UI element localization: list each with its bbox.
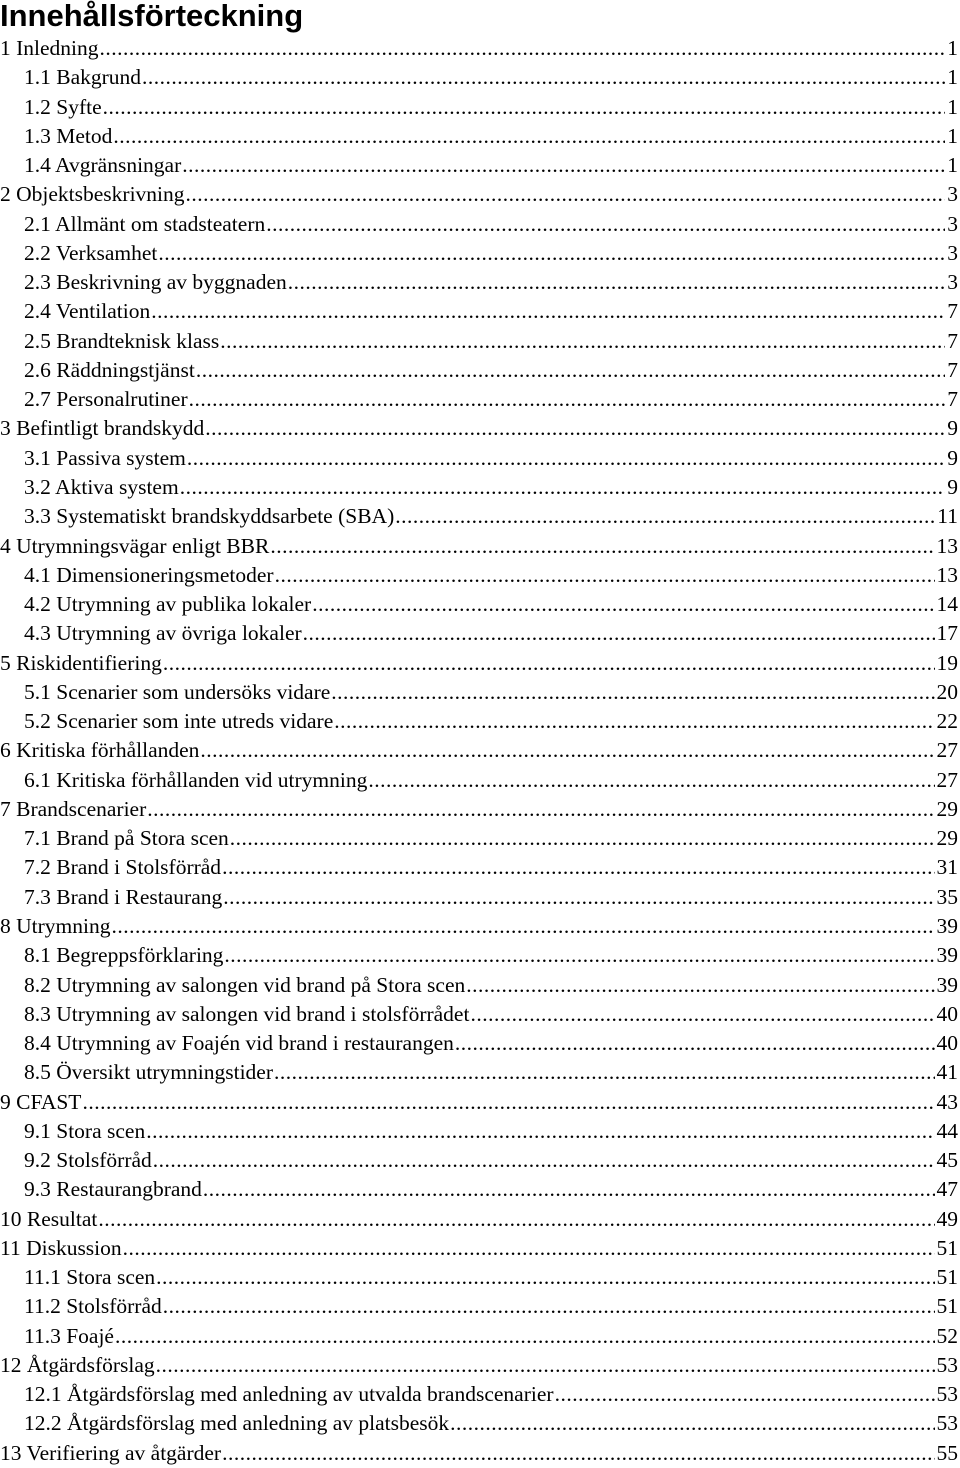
toc-entry-label[interactable]: 7 Brandscenarier (0, 796, 147, 821)
toc-entry[interactable] (0, 1117, 960, 1146)
toc-entry-label[interactable]: 12 Åtgärdsförslag (0, 1352, 155, 1377)
toc-entry-label[interactable]: 4 Utrymningsvägar enligt BBR (0, 533, 270, 558)
toc-entry[interactable] (0, 180, 960, 209)
toc-dot-leader (100, 34, 946, 63)
toc-entry-page-number[interactable]: 3 (947, 211, 958, 236)
toc-dot-leader (180, 473, 946, 502)
toc-dot-leader (230, 824, 935, 853)
toc-dot-leader (368, 766, 934, 795)
toc-entry[interactable] (0, 736, 960, 765)
toc-dot-leader (270, 532, 934, 561)
toc-entry[interactable] (0, 268, 960, 297)
toc-entry[interactable] (0, 971, 960, 1000)
toc-entry[interactable] (0, 1205, 960, 1234)
toc-entry[interactable] (0, 1029, 960, 1058)
toc-entry-page-number[interactable]: 35 (936, 884, 958, 909)
toc-entry-page-number[interactable]: 55 (936, 1440, 958, 1465)
toc-dot-leader (158, 239, 945, 268)
toc-dot-leader (156, 1263, 934, 1292)
toc-entry[interactable] (0, 444, 960, 473)
toc-entry-page-number[interactable]: 27 (936, 738, 958, 763)
toc-dot-leader (455, 1029, 935, 1058)
toc-dot-leader (186, 180, 946, 209)
toc-entry[interactable] (0, 502, 960, 531)
toc-entry-page-number[interactable]: 1 (947, 36, 958, 60)
toc-entry-label[interactable]: 9.3 Restaurangbrand (24, 1177, 202, 1202)
toc-entry[interactable] (0, 649, 960, 678)
toc-entry[interactable] (0, 707, 960, 736)
toc-entry[interactable] (0, 1439, 960, 1468)
toc-dot-leader (163, 649, 935, 678)
toc-entry[interactable] (0, 824, 960, 853)
toc-entry-page-number[interactable]: 17 (936, 621, 958, 646)
toc-entry[interactable] (0, 1175, 960, 1204)
toc-entry-page-number[interactable]: 31 (936, 855, 958, 880)
toc-dot-leader (146, 1117, 934, 1146)
toc-entry-page-number[interactable]: 53 (936, 1411, 958, 1436)
toc-entry-page-number[interactable]: 44 (936, 1118, 958, 1143)
toc-dot-leader (266, 210, 945, 239)
toc-entry-page-number[interactable]: 1 (947, 94, 958, 119)
toc-entry-label[interactable]: 9 CFAST (0, 1089, 82, 1114)
toc-dot-leader (163, 1292, 935, 1321)
toc-dot-leader (303, 619, 935, 648)
toc-entry-label[interactable]: 11.3 Foajé (24, 1323, 114, 1348)
toc-entry-page-number[interactable]: 29 (936, 826, 958, 851)
toc-entry-label[interactable]: 13 Verifiering av åtgärder (0, 1440, 222, 1465)
toc-entry[interactable] (0, 590, 960, 619)
toc-entry-label[interactable]: 7.2 Brand i Stolsförråd (24, 855, 222, 880)
toc-entry-label[interactable]: 2.6 Räddningstjänst (24, 357, 195, 382)
toc-dot-leader (196, 356, 945, 385)
toc-dot-leader (111, 912, 934, 941)
toc-entry[interactable] (0, 912, 960, 941)
toc-dot-leader (82, 1088, 934, 1117)
toc-entry[interactable] (0, 678, 960, 707)
toc-entry-label[interactable]: 3 Befintligt brandskydd (0, 416, 205, 441)
toc-entry[interactable] (0, 853, 960, 882)
toc-entry[interactable] (0, 297, 960, 326)
toc-dot-leader (466, 971, 934, 1000)
toc-dot-leader (470, 1000, 934, 1029)
toc-entry[interactable] (0, 1380, 960, 1409)
toc-entry-label[interactable]: 5.1 Scenarier som undersöks vidare (24, 679, 331, 704)
toc-entry-label[interactable]: 8 Utrymning (0, 913, 111, 938)
toc-dot-leader (200, 736, 934, 765)
toc-dot-leader (288, 268, 946, 297)
toc-entry-page-number[interactable]: 49 (936, 1206, 958, 1231)
toc-entry-label[interactable]: 9.2 Stolsförråd (24, 1148, 152, 1173)
toc-entry-page-number[interactable]: 7 (947, 328, 958, 353)
toc-entry-label[interactable]: 6.1 Kritiska förhållanden vid utrymning (24, 767, 368, 792)
toc-entry-page-number[interactable]: 43 (936, 1089, 958, 1114)
toc-entry-label[interactable]: 9.1 Stora scen (24, 1118, 146, 1143)
toc-entry-label[interactable]: 2.4 Ventilation (24, 299, 151, 324)
toc-entry-label[interactable]: 6 Kritiska förhållanden (0, 738, 200, 763)
toc-entry[interactable] (0, 1351, 960, 1380)
toc-dot-leader (274, 1058, 934, 1087)
toc-dot-leader (187, 444, 945, 473)
toc-entry-label[interactable]: 5 Riskidentifiering (0, 650, 162, 675)
toc-dot-leader (222, 1439, 934, 1468)
toc-entry-label[interactable]: 8.4 Utrymning av Foajén vid brand i restaurangen (24, 1031, 454, 1056)
toc-dot-leader (275, 561, 935, 590)
toc-entry-label[interactable]: 7.1 Brand på Stora scen (24, 826, 229, 851)
toc-entry-page-number[interactable]: 14 (936, 592, 958, 617)
toc-entry-page-number[interactable]: 3 (947, 240, 958, 265)
toc-entry-page-number[interactable]: 40 (936, 1001, 958, 1026)
toc-entry-page-number[interactable]: 39 (936, 943, 958, 968)
toc-dot-leader (115, 1322, 935, 1351)
toc-dot-leader (555, 1380, 935, 1409)
toc-dot-leader (189, 385, 946, 414)
toc-dot-leader (151, 297, 945, 326)
toc-entry-label[interactable]: 8.3 Utrymning av salongen vid brand i stolsförrådet (24, 1001, 470, 1026)
toc-entry-label[interactable]: 11.1 Stora scen (24, 1265, 156, 1290)
toc-entry[interactable] (0, 1234, 960, 1263)
toc-entry-page-number[interactable]: 51 (936, 1235, 958, 1260)
toc-entry-label[interactable]: 7.3 Brand i Restaurang (24, 884, 223, 909)
toc-entry[interactable] (0, 561, 960, 590)
toc-entry[interactable] (0, 619, 960, 648)
toc-entry-page-number[interactable]: 7 (947, 357, 958, 382)
toc-entry[interactable] (0, 1058, 960, 1087)
toc-entry-label[interactable]: 4.1 Dimensioneringsmetoder (24, 562, 274, 587)
toc-entry-label[interactable]: 8.2 Utrymning av salongen vid brand på Stora scen (24, 972, 466, 997)
toc-entry[interactable] (0, 1322, 960, 1351)
toc-entry-label[interactable]: 2.3 Beskrivning av byggnaden (24, 270, 287, 295)
toc-dot-leader (224, 941, 934, 970)
toc-entry-page-number[interactable]: 1 (947, 65, 958, 90)
toc-entry-label[interactable]: 3.2 Aktiva system (24, 474, 179, 499)
toc-dot-leader (395, 502, 935, 531)
toc-entry-page-number[interactable]: 3 (947, 270, 958, 295)
toc-entry[interactable] (0, 473, 960, 502)
toc-entry-page-number[interactable]: 13 (936, 562, 958, 587)
toc-entry[interactable] (0, 1000, 960, 1029)
toc-entry-page-number[interactable]: 9 (947, 445, 958, 470)
toc-entry[interactable] (0, 356, 960, 385)
toc-dot-leader (182, 151, 945, 180)
toc-entry[interactable] (0, 1263, 960, 1292)
toc-dot-leader (147, 795, 934, 824)
toc-entry[interactable] (0, 151, 960, 180)
toc-entry-label[interactable]: 12.1 Åtgärdsförslag med anledning av utvalda brandscenarier (24, 1382, 554, 1407)
toc-dot-leader (113, 122, 945, 151)
toc-entry[interactable] (0, 34, 960, 63)
toc-dot-leader (156, 1351, 935, 1380)
toc-entry[interactable] (0, 941, 960, 970)
table-of-contents (0, 34, 960, 1468)
toc-entry-label[interactable]: 2.7 Personalrutiner (24, 387, 188, 412)
toc-entry-label[interactable]: 2.5 Brandteknisk klass (24, 328, 220, 353)
toc-entry-page-number[interactable]: 51 (936, 1265, 958, 1290)
toc-entry-label[interactable]: 4.3 Utrymning av övriga lokaler (24, 621, 302, 646)
toc-entry[interactable] (0, 766, 960, 795)
toc-entry[interactable] (0, 122, 960, 151)
toc-dot-leader (123, 1234, 935, 1263)
toc-entry[interactable] (0, 327, 960, 356)
toc-entry-page-number[interactable]: 20 (936, 679, 958, 704)
toc-entry-label[interactable]: 10 Resultat (0, 1206, 98, 1231)
toc-dot-leader (312, 590, 934, 619)
toc-entry-page-number[interactable]: 27 (936, 767, 958, 792)
toc-entry[interactable] (0, 93, 960, 122)
toc-entry-page-number[interactable]: 45 (936, 1148, 958, 1173)
toc-entry[interactable] (0, 532, 960, 561)
toc-entry[interactable] (0, 414, 960, 443)
toc-entry[interactable] (0, 883, 960, 912)
toc-entry-page-number[interactable]: 51 (936, 1294, 958, 1319)
toc-entry-label[interactable]: 1.3 Metod (24, 123, 113, 148)
toc-entry-page-number[interactable]: 29 (936, 796, 958, 821)
toc-dot-leader (203, 1175, 935, 1204)
toc-dot-leader (220, 327, 945, 356)
toc-entry-page-number[interactable]: 22 (936, 709, 958, 734)
toc-entry-label[interactable]: 2.2 Verksamhet (24, 240, 158, 265)
toc-entry[interactable] (0, 1088, 960, 1117)
toc-entry-label[interactable]: 1 Inledning (0, 36, 99, 60)
toc-entry-page-number[interactable]: 39 (936, 913, 958, 938)
toc-entry-page-number[interactable]: 1 (947, 153, 958, 178)
toc-entry-page-number[interactable]: 47 (936, 1177, 958, 1202)
toc-entry-label[interactable]: 8.5 Översikt utrymningstider (24, 1060, 274, 1085)
toc-entry[interactable] (0, 63, 960, 92)
toc-entry-page-number[interactable]: 7 (947, 299, 958, 324)
toc-entry[interactable] (0, 1292, 960, 1321)
toc-entry-page-number[interactable]: 3 (947, 182, 958, 207)
toc-entry-label[interactable]: 2.1 Allmänt om stadsteatern (24, 211, 266, 236)
toc-entry-label[interactable]: 11.2 Stolsförråd (24, 1294, 162, 1319)
toc-entry-page-number[interactable]: 53 (936, 1352, 958, 1377)
toc-entry[interactable] (0, 1146, 960, 1175)
toc-entry-page-number[interactable]: 19 (936, 650, 958, 675)
toc-dot-leader (142, 63, 945, 92)
toc-entry-label[interactable]: 2 Objektsbeskrivning (0, 182, 185, 207)
toc-entry-page-number[interactable]: 11 (937, 504, 958, 529)
toc-entry-page-number[interactable]: 53 (936, 1382, 958, 1407)
toc-entry-page-number[interactable]: 9 (947, 416, 958, 441)
toc-entry-label[interactable]: 3.3 Systematiskt brandskyddsarbete (SBA) (24, 504, 395, 529)
toc-entry[interactable] (0, 210, 960, 239)
toc-dot-leader (334, 707, 934, 736)
toc-entry-label[interactable]: 12.2 Åtgärdsförslag med anledning av platsbesök (24, 1411, 450, 1436)
toc-dot-leader (103, 93, 946, 122)
toc-dot-leader (331, 678, 934, 707)
page-title: Innehållsförteckning (0, 0, 304, 33)
toc-entry-page-number[interactable]: 40 (936, 1031, 958, 1056)
toc-entry-label[interactable]: 1.1 Bakgrund (24, 65, 142, 90)
toc-dot-leader (223, 883, 934, 912)
toc-dot-leader (222, 853, 934, 882)
toc-dot-leader (450, 1409, 934, 1438)
toc-entry-page-number[interactable]: 41 (936, 1060, 958, 1085)
toc-entry[interactable] (0, 385, 960, 414)
toc-entry-page-number[interactable]: 9 (947, 474, 958, 499)
toc-entry-label[interactable]: 1.2 Syfte (24, 94, 102, 119)
toc-entry-page-number[interactable]: 7 (947, 387, 958, 412)
toc-entry-page-number[interactable]: 13 (936, 533, 958, 558)
toc-entry-label[interactable]: 5.2 Scenarier som inte utreds vidare (24, 709, 334, 734)
toc-entry-label[interactable]: 3.1 Passiva system (24, 445, 186, 470)
toc-entry-label[interactable]: 4.2 Utrymning av publika lokaler (24, 592, 312, 617)
toc-entry-label[interactable]: 1.4 Avgränsningar (24, 153, 182, 178)
toc-entry-page-number[interactable]: 39 (936, 972, 958, 997)
toc-dot-leader (98, 1205, 934, 1234)
toc-dot-leader (153, 1146, 935, 1175)
toc-entry-label[interactable]: 11 Diskussion (0, 1235, 122, 1260)
toc-dot-leader (205, 414, 945, 443)
toc-entry-page-number[interactable]: 1 (947, 123, 958, 148)
toc-entry-page-number[interactable]: 52 (936, 1323, 958, 1348)
toc-entry-label[interactable]: 8.1 Begreppsförklaring (24, 943, 224, 968)
toc-entry[interactable] (0, 1409, 960, 1438)
toc-entry[interactable] (0, 795, 960, 824)
toc-entry[interactable] (0, 239, 960, 268)
